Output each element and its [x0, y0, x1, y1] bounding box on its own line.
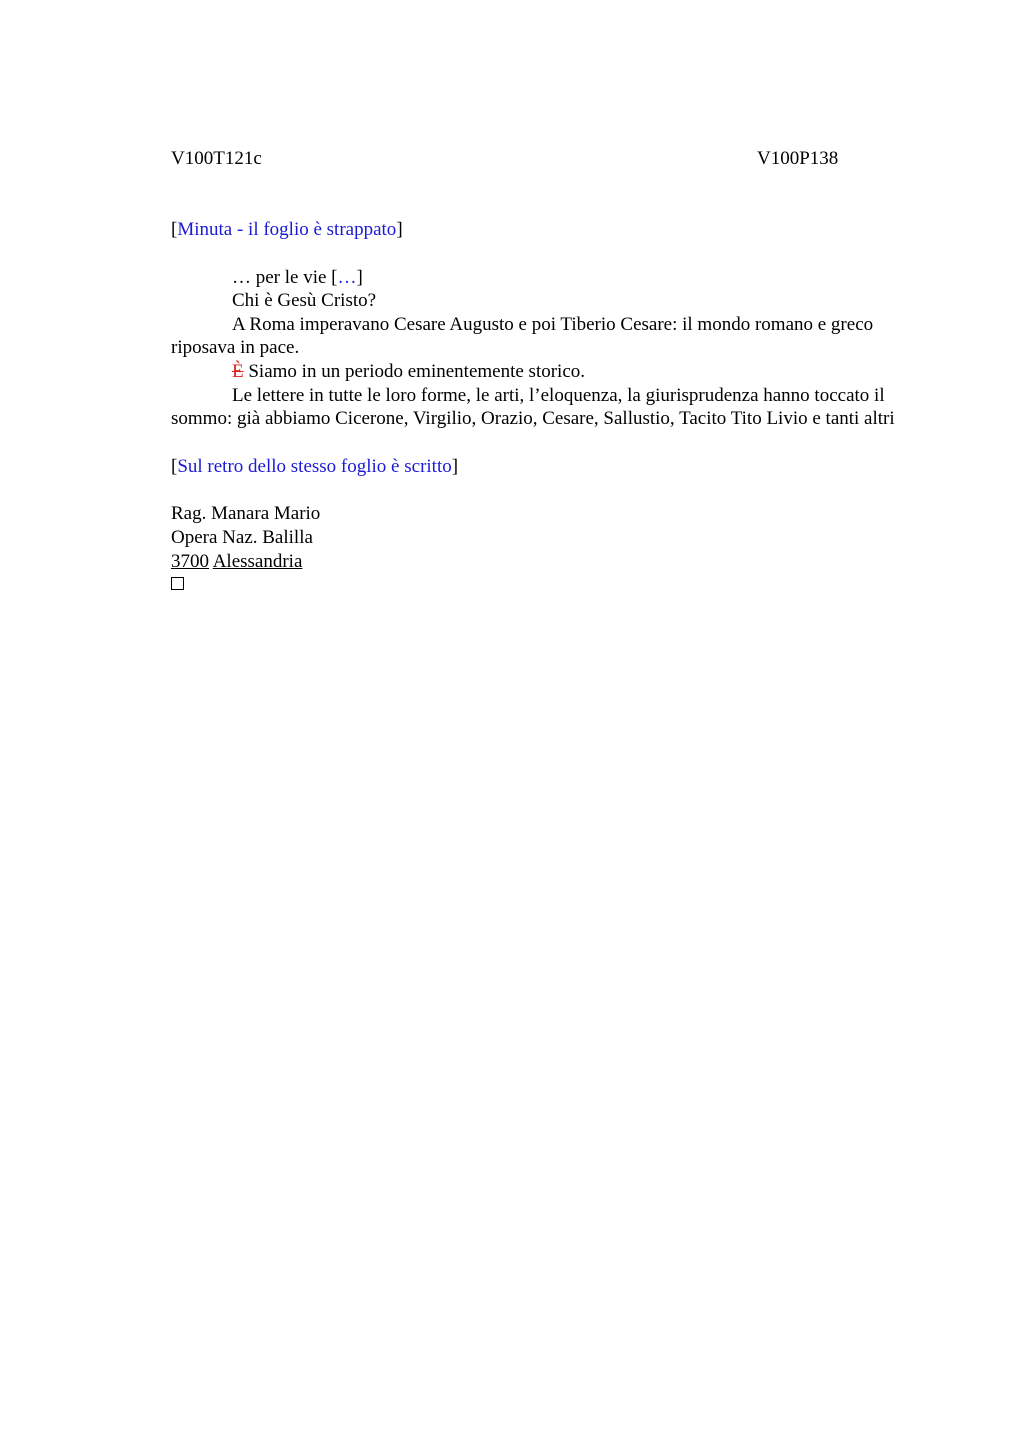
paragraph-1	[171, 266, 931, 290]
paragraph-1-close: ]	[356, 266, 363, 288]
bracket-close: ]	[396, 219, 403, 240]
address-line-1: Rag. Manara Mario	[171, 503, 321, 525]
address-city: Alessandria	[212, 550, 303, 572]
bracket-close: ]	[451, 455, 459, 477]
address-line-3	[171, 550, 931, 574]
spacer	[171, 431, 931, 455]
paragraph-4	[171, 360, 931, 384]
editorial-note-top	[171, 218, 931, 242]
transcription-body	[171, 218, 931, 597]
paragraph-5: Le lettere in tutte le loro forme, le arti, l’eloquenza, la giurisprudenza hanno toccato il sommo: già abbiamo Cicerone, Virgilio, Orazio, Cesare, Sallustio, Tacito Tito Livio e tanti altri	[171, 384, 895, 430]
omission-ellipsis: …	[337, 266, 357, 288]
deleted-word: È	[232, 360, 244, 382]
checkbox-line	[171, 573, 931, 597]
address-postcode: 3700	[171, 550, 209, 572]
address-line-2: Opera Naz. Balilla	[171, 526, 313, 548]
paragraph-3: A Roma imperavano Cesare Augusto e poi Tiberio Cesare: il mondo romano e greco riposava in pace.	[171, 313, 874, 359]
editorial-note-text: Sul retro dello stesso foglio è scritto	[177, 455, 452, 477]
paragraph-4-text: Siamo in un periodo eminentemente storico.	[243, 360, 586, 382]
spacer	[171, 242, 931, 266]
bracket-open: [	[171, 219, 178, 240]
paragraph-2: Chi è Gesù Cristo?	[232, 290, 377, 312]
checkbox-square-icon	[171, 577, 184, 590]
editorial-note-back	[171, 455, 931, 479]
editorial-note-text: Minuta - il foglio è strappato	[177, 219, 397, 240]
spacer	[171, 478, 931, 502]
paragraph-1-text: … per le vie [	[232, 266, 338, 288]
document-code-right: V100P138	[757, 148, 839, 169]
bracket-open: [	[171, 455, 178, 477]
document-code-left: V100T121c	[171, 148, 262, 169]
